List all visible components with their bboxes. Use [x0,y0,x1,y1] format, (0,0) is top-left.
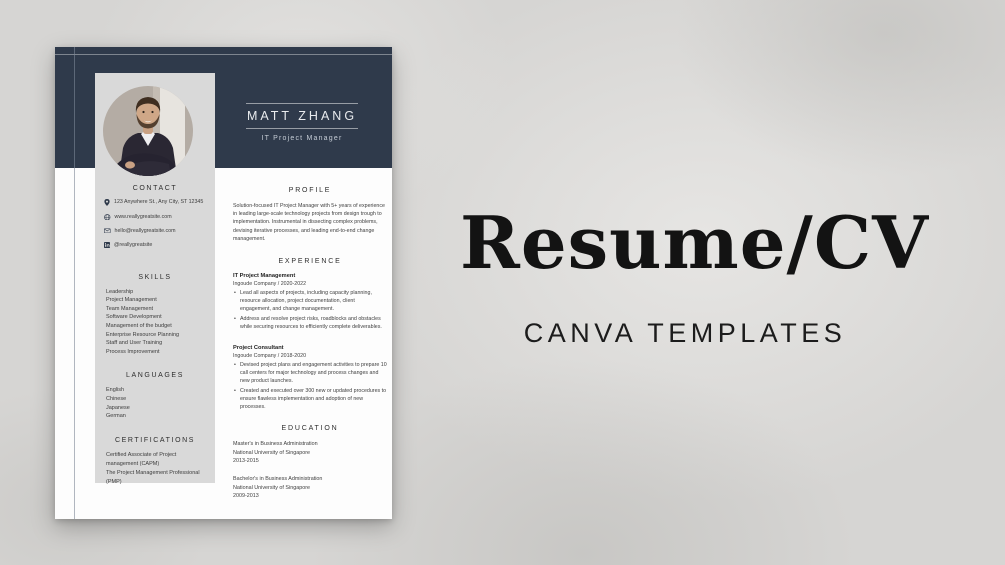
skill-item: Staff and User Training [106,340,163,347]
decorative-horizontal-line [55,54,392,55]
job-bullet: • Lead all aspects of projects, including capacity planning, resource allocation, project documentation, client engagement, and change management. [233,290,387,314]
education-years: 2013-2015 [233,458,259,465]
skill-item: Software Development [106,314,162,321]
language-item: Japanese [106,404,130,411]
promo-title: Resume/CV [460,200,929,285]
location-icon [104,199,110,206]
person-job-title: IT Project Manager [261,135,343,142]
language-item: English [106,387,125,394]
job-company-dates: Ingoude Company / 2018-2020 [233,353,307,360]
contact-address-text: 123 Anywhere St., Any City, ST 12345 [114,199,204,205]
resume-main-column [233,187,387,510]
contact-website-text: www.reallygreatsite.com [114,213,172,220]
skills-heading: SKILLS [138,273,172,281]
education-school: National University of Singapore [233,484,311,491]
experience-heading: EXPERIENCE [278,258,342,266]
certification-item: Certified Associate of Project management (CAPM) [106,451,177,467]
resume-page [55,47,392,519]
job-bullet: • Created and executed over 300 new or updated procedures to ensure flawless implementation and adoption of new processes. [233,388,387,412]
profile-photo [103,86,193,176]
decorative-vertical-line [74,47,75,519]
education-entry [233,475,387,501]
language-item: German [106,413,126,420]
globe-icon [104,214,111,221]
education-heading: EDUCATION [281,425,339,433]
contact-linkedin-text: @reallygreatsite [114,242,153,249]
linkedin-icon [104,242,110,248]
contact-email-text: hello@reallygreatsite.com [114,227,176,234]
skill-item: Enterprise Resource Planning [106,331,180,338]
contact-item-email [104,228,206,235]
skills-list [106,288,206,357]
certifications-heading: CERTIFICATIONS [114,436,196,444]
skill-item: Management of the budget [106,323,172,329]
job-bullet: • Devised project plans and engagement activities to prepare 10 call centers for major technology and process changes and new product launches. [233,362,387,386]
languages-heading: LANGUAGES [126,372,184,380]
spacer [104,356,206,372]
experience-job [233,345,387,412]
profile-text: Solution-focused IT Project Manager with 5+ years of experience in leading large-scale technology projects from design trough to implementation. Instrumental in dissecting complex problems, devising iterative processes, and leading end-to-end change management. [233,203,385,242]
certifications-list [106,451,206,487]
job-title: IT Project Management [233,273,296,280]
education-years: 2009-2013 [233,493,259,500]
contact-item-address [104,199,206,206]
job-bullet: • Address and resolve project risks, roadblocks and obstacles while securing resources to efficiently complete deliverables. [233,316,387,332]
education-degree: Master's in Business Administration [233,441,318,448]
person-name: MATT ZHANG [246,109,358,123]
education-school: National University of Singapore [233,449,311,456]
job-title: Project Consultant [233,345,284,352]
skill-item: Team Management [106,305,154,312]
skill-item: Leadership [106,288,134,295]
spacer [104,421,206,437]
profile-photo-illustration [103,86,193,176]
job-bullet-list [233,290,387,332]
languages-list [106,386,206,420]
promo-subtitle: CANVA TEMPLATES [523,318,847,348]
profile-heading: PROFILE [288,187,332,194]
resume-header [246,103,358,142]
experience-section [233,273,387,412]
email-icon [104,228,111,234]
contact-heading: CONTACT [132,185,178,192]
skill-item: Project Management [106,297,157,304]
language-item: Chinese [106,395,127,402]
skill-item: Process Improvement [106,348,160,355]
job-bullet-list [233,362,387,412]
spacer [104,257,206,274]
certification-item: The Project Management Professional (PMP) [106,470,200,486]
contact-item-website [104,214,206,221]
contact-item-linkedin [104,242,206,249]
education-entry [233,440,387,466]
education-degree: Bachelor's in Business Administration [233,476,323,483]
job-company-dates: Ingoude Company / 2020-2022 [233,281,307,287]
experience-job [233,273,387,332]
resume-sidebar [95,73,215,486]
